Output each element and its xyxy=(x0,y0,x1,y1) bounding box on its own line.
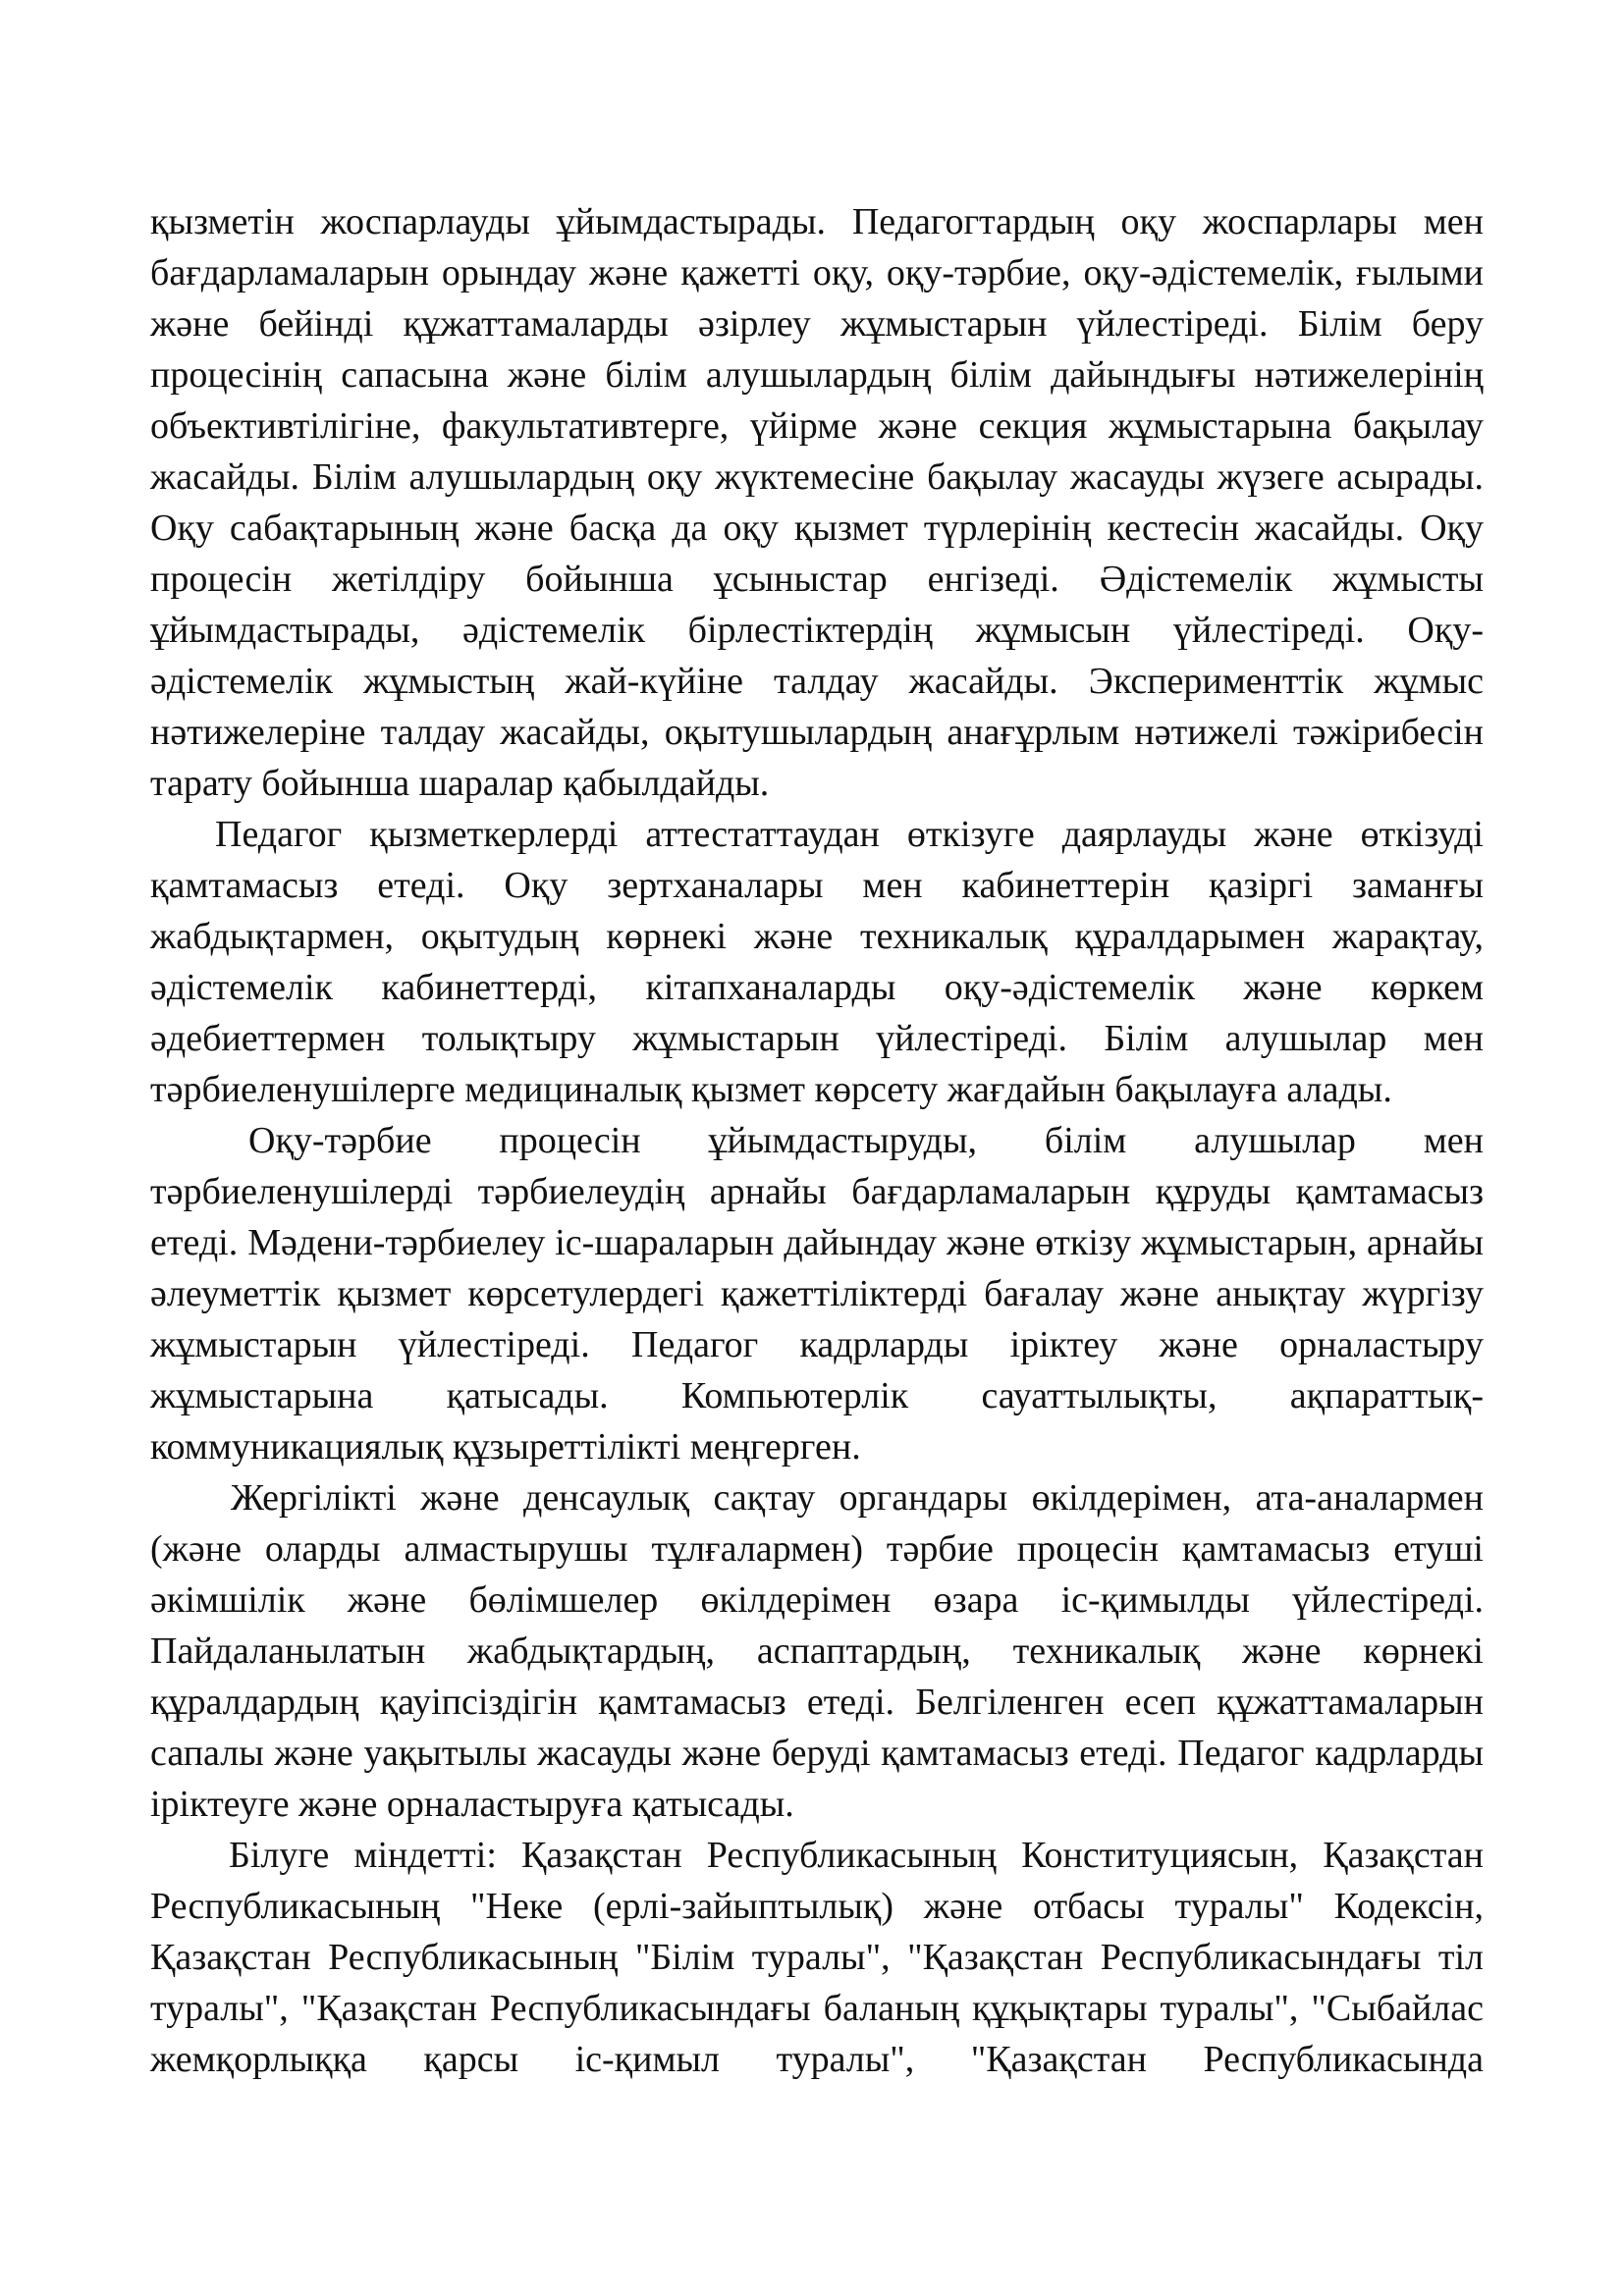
paragraph-2: Педагог қызметкерлерді аттестаттаудан өткізуге даярлауды және өткізуді қамтамасыз етеді. Оқу зертханалары мен кабинеттерін қазіргі заманғы жабдықтармен, оқытудың көрнекі және техникалық құралдарымен жарақтау, әдістемелік кабинеттерді, кітапханаларды оқу-әдістемелік және көркем әдебиеттермен толықтыру жұмыстарын үйлестіреді. Білім алушылар мен тәрбиеленушілерге медициналық қызмет көрсету жағдайын бақылауға алады. xyxy=(150,814,1484,1110)
paragraph-3: Оқу-тәрбие процесін ұйымдастыруды, білім алушылар мен тәрбиеленушілерді тәрбиелеудің арнайы бағдарламаларын құруды қамтамасыз етеді. Мәдени-тәрбиелеу іс-шараларын дайындау және өткізу жұмыстарын, арнайы әлеуметтік қызмет көрсетулердегі қажеттіліктерді бағалау және анықтау жүргізу жұмыстарын үйлестіреді. Педагог кадрларды іріктеу және орналастыру жұмыстарына қатысады. Компьютерлік сауаттылықты, ақпараттық-коммуникациялық құзыреттілікті меңгерген. xyxy=(150,1120,1484,1468)
paragraph-4: Жергілікті және денсаулық сақтау органдары өкілдерімен, ата-аналармен (және оларды алмастырушы тұлғалармен) тәрбие процесін қамтамасыз етуші әкімшілік және бөлімшелер өкілдерімен өзара іс-қимылды үйлестіреді. Пайдаланылатын жабдықтардың, аспаптардың, техникалық және көрнекі құралдардың қауіпсіздігін қамтамасыз етеді. Белгіленген есеп құжаттамаларын сапалы және уақытылы жасауды және беруді қамтамасыз етеді. Педагог кадрларды іріктеуге және орналастыруға қатысады. xyxy=(150,1477,1484,1825)
paragraph-5: Білуге міндетті: Қазақстан Республикасының Конституциясын, Қазақстан Республикасының "Неке (ерлі-зайыптылық) және отбасы туралы" Кодексін, Қазақстан Республикасының "Білім туралы", "Қазақстан Республикасындағы тіл туралы", "Қазақстан Республикасындағы баланың құқықтары туралы", "Сыбайлас жемқорлыққа қарсы іс-қимыл туралы", "Қазақстан Республикасында xyxy=(150,1835,1484,2080)
document-body xyxy=(150,196,1484,2085)
paragraph-1: қызметін жоспарлауды ұйымдастырады. Педагогтардың оқу жоспарлары мен бағдарламаларын орындау және қажетті оқу, оқу-тәрбие, оқу-әдістемелік, ғылыми және бейінді құжаттамаларды әзірлеу жұмыстарын үйлестіреді. Білім беру процесінің сапасына және білім алушылардың білім дайындығы нәтижелерінің объективтілігіне, факультативтерге, үйірме және секция жұмыстарына бақылау жасайды. Білім алушылардың оқу жүктемесіне бақылау жасауды жүзеге асырады. Оқу сабақтарының және басқа да оқу қызмет түрлерінің кестесін жасайды. Оқу процесін жетілдіру бойынша ұсыныстар енгізеді. Әдістемелік жұмысты ұйымдастырады, әдістемелік бірлестіктердің жұмысын үйлестіреді. Оқу-әдістемелік жұмыстың жай-күйіне талдау жасайды. Эксперименттік жұмыс нәтижелеріне талдау жасайды, оқытушылардың анағұрлым нәтижелі тәжірибесін тарату бойынша шаралар қабылдайды. xyxy=(150,201,1484,804)
